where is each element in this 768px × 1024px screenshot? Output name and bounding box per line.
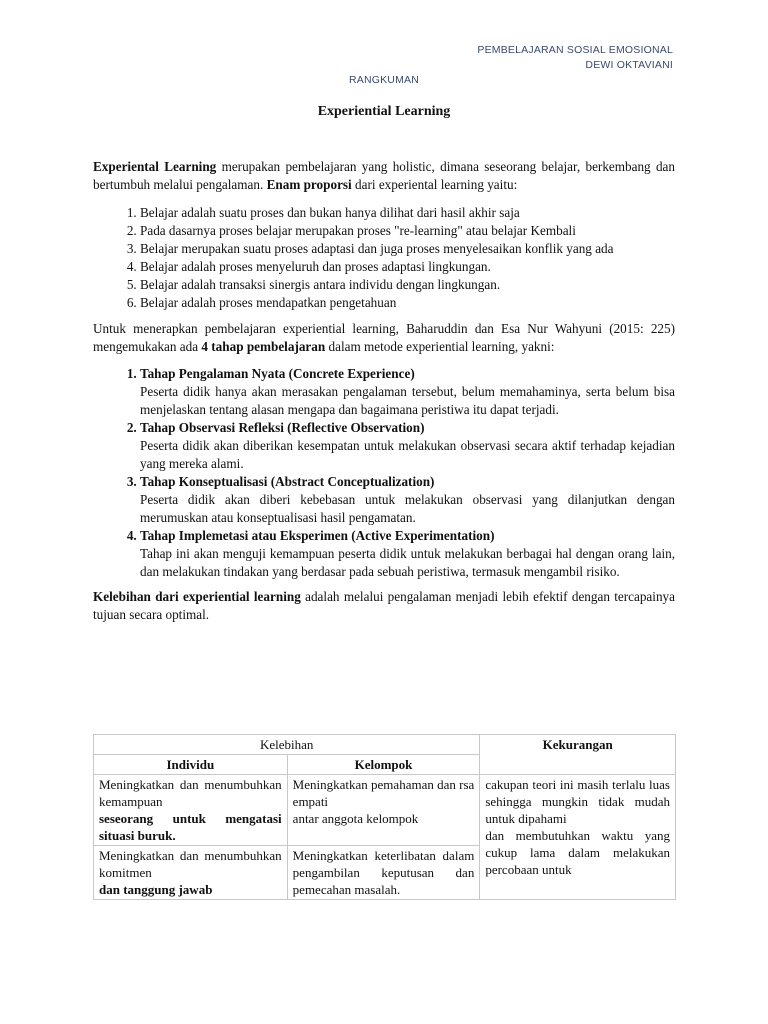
- cell-kekurangan: [480, 775, 676, 900]
- stage-title: 4. Tahap Implemetasi atau Eksperimen (Active Experimentation): [140, 528, 495, 543]
- stage-description: Peserta didik hanya akan merasakan pengalaman tersebut, belum memahaminya, serta belum bisa menjelaskan tentang alasan mengapa dan bagaimana peristiwa itu dapat terjadi.: [140, 384, 675, 417]
- cell-text: Meningkatkan dan menumbuhkan kemampuan: [99, 777, 282, 809]
- table-row: [94, 775, 676, 846]
- stages-intro-bold: 4 tahap pembelajaran: [201, 339, 326, 354]
- stage-title: 3. Tahap Konseptualisasi (Abstract Conceptualization): [140, 474, 435, 489]
- stages-list: [93, 365, 675, 581]
- stage-item: [140, 527, 675, 581]
- intro-paragraph: [93, 158, 675, 194]
- stages-intro-paragraph: [93, 320, 675, 356]
- cell-individu-1: [94, 775, 288, 846]
- list-item: 1. Belajar adalah suatu proses dan bukan hanya dilihat dari hasil akhir saja: [140, 204, 675, 222]
- cell-individu-2: [94, 846, 288, 900]
- list-item: 6. Belajar adalah proses mendapatkan pengetahuan: [140, 294, 675, 312]
- cell-text: dan membutuhkan waktu yang cukup lama dalam melakukan percobaan untuk: [485, 828, 670, 877]
- intro-bold-propositions: Enam proporsi: [266, 177, 352, 192]
- header-course: PEMBELAJARAN SOSIAL EMOSIONAL: [477, 44, 673, 56]
- table-header-row: [94, 735, 676, 755]
- header-individu: Individu: [94, 755, 288, 775]
- document-title: Experiential Learning: [317, 104, 451, 119]
- header-kekurangan: Kekurangan: [480, 735, 676, 775]
- list-item: 3. Belajar merupakan suatu proses adaptasi dan juga proses menyelesaikan konflik yang ada: [140, 240, 675, 258]
- stage-title: 2. Tahap Observasi Refleksi (Reflective Observation): [140, 420, 425, 435]
- document-body: [93, 158, 675, 624]
- cell-bold-text: dan tanggung jawab: [99, 882, 213, 897]
- cell-text: Meningkatkan dan menumbuhkan komitmen: [99, 848, 282, 880]
- propositions-list: [93, 204, 675, 312]
- list-item: 4. Belajar adalah proses menyeluruh dan proses adaptasi lingkungan.: [140, 258, 675, 276]
- list-item: 2. Pada dasarnya proses belajar merupakan proses "re-learning" atau belajar Kembali: [140, 222, 675, 240]
- advantages-text: adalah melalui pengalaman menjadi lebih efektif dengan tercapainya tujuan secara optimal.: [93, 589, 675, 622]
- intro-text-1: merupakan pembelajaran yang holistic, dimana seseorang belajar, berkembang dan bertumbuh melalui pengalaman.: [93, 159, 675, 192]
- header-kelompok: Kelompok: [287, 755, 480, 775]
- header-label: RANGKUMAN: [348, 74, 420, 86]
- advantages-bold: Kelebihan dari experiential learning: [93, 589, 301, 604]
- stage-item: [140, 419, 675, 473]
- cell-text: cakupan teori ini masih terlalu luas sehingga mungkin tidak mudah untuk dipahami: [485, 777, 670, 826]
- cell-kelompok-1: [287, 775, 480, 846]
- stages-intro-text-1: Untuk menerapkan pembelajaran experiential learning, Baharuddin dan Esa Nur Wahyuni (2015: 225) mengemukakan ada: [93, 321, 675, 354]
- stage-description: Peserta didik akan diberi kebebasan untuk melakukan observasi yang dilanjutkan dengan merumuskan atau konseptualisasi hasil pengamatan.: [140, 492, 675, 525]
- list-item: 5. Belajar adalah transaksi sinergis antara individu dengan lingkungan.: [140, 276, 675, 294]
- comparison-table: [93, 734, 676, 900]
- stage-item: [140, 473, 675, 527]
- advantages-paragraph: [93, 588, 675, 624]
- cell-text: antar anggota kelompok: [292, 811, 419, 826]
- header-kelebihan: Kelebihan: [94, 735, 480, 755]
- stage-description: Peserta didik akan diberikan kesempatan untuk melakukan observasi secara aktif terhadap kejadian yang mereka alami.: [140, 438, 675, 471]
- cell-text: Meningkatkan pemahaman dan rsa empati: [292, 777, 475, 809]
- stages-intro-text-2: dalam metode experiential learning, yakni:: [325, 339, 555, 354]
- stage-title: 1. Tahap Pengalaman Nyata (Concrete Experience): [140, 366, 415, 381]
- stage-description: Tahap ini akan menguji kemampuan peserta didik untuk melakukan berbagai hal dengan orang lain, dan melakukan tindakan yang berdasar pada sebuah peristiwa, termasuk mengambil risiko.: [140, 546, 675, 579]
- cell-bold-text: seseorang untuk mengatasi situasi buruk.: [99, 811, 282, 843]
- intro-bold-term: Experiental Learning: [93, 159, 217, 174]
- cell-text: Meningkatkan keterlibatan dalam pengambilan keputusan dan pemecahan masalah.: [292, 848, 475, 897]
- cell-kelompok-2: [287, 846, 480, 900]
- header-author: DEWI OKTAVIANI: [585, 59, 673, 71]
- intro-text-2: dari experiental learning yaitu:: [351, 177, 518, 192]
- stage-item: [140, 365, 675, 419]
